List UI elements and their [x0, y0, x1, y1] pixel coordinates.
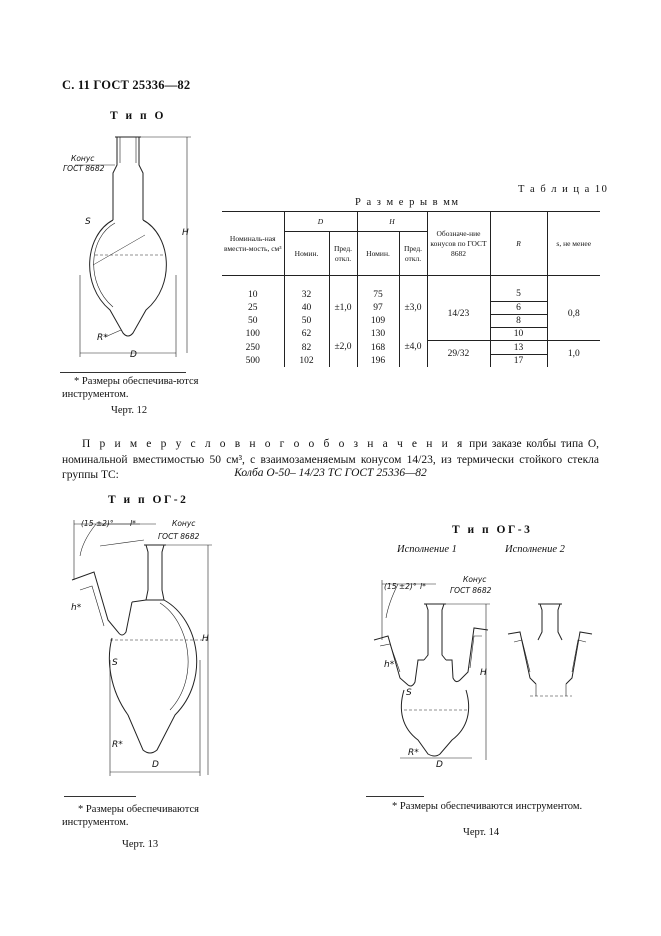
- fig13-label-l: l*: [130, 519, 136, 528]
- fig12-type-title: Т и п О: [110, 110, 166, 122]
- fig13-type-title: Т и п ОГ-2: [108, 494, 189, 506]
- fig14-label-R: R*: [408, 748, 419, 758]
- fig14-label-gost: ГОСТ 8682: [450, 586, 492, 595]
- fig14-footnote-rule: [366, 796, 424, 797]
- th-D-nom: Номин.: [284, 232, 329, 276]
- fig12-label-s: S: [85, 217, 91, 227]
- fig12-label-D: D: [130, 350, 137, 360]
- fig14-variant1: Исполнение 1: [397, 544, 457, 555]
- fig14-label-cone: Конус: [463, 575, 487, 584]
- th-cone: Обозначе-ние конусов по ГОСТ 8682: [427, 212, 490, 276]
- fig13-label-D: D: [152, 760, 159, 770]
- table-row: 10 32 ±1,0 75 ±3,0 14/23 5 0,8: [222, 288, 600, 301]
- th-s: s, не менее: [547, 212, 600, 276]
- table10-subtitle: Р а з м е р ы в мм: [355, 197, 460, 208]
- page-header: С. 11 ГОСТ 25336—82: [62, 78, 191, 92]
- fig14-caption: Черт. 14: [463, 827, 500, 838]
- th-D-dev: Пред. откл.: [329, 232, 357, 276]
- fig13-label-gost: ГОСТ 8682: [158, 532, 200, 541]
- table-row: 25 40 97 6: [222, 301, 600, 314]
- fig12-label-H: H: [182, 228, 189, 238]
- fig13-drawing: [60, 510, 230, 785]
- table-row: 250 82 168 29/32 13 1,0: [222, 341, 600, 354]
- example-designation: Колба О-50– 14/23 ТС ГОСТ 25336—82: [234, 467, 427, 479]
- fig13-label-cone: Конус: [172, 519, 196, 528]
- fig12-label-cone: Конус: [71, 154, 95, 163]
- table10: [222, 211, 600, 367]
- fig14-variant2: Исполнение 2: [505, 544, 565, 555]
- fig13-label-H: H: [202, 634, 209, 644]
- fig12-label-R: R*: [97, 333, 108, 343]
- table10-title: Т а б л и ц а 10: [518, 184, 609, 195]
- th-H: H: [357, 212, 427, 232]
- fig12-footnote: * Размеры обеспечива-ются инструментом.: [62, 376, 199, 400]
- fig14-label-angle: (15 ±2)°: [384, 582, 417, 591]
- fig13-footnote-rule: [64, 796, 136, 797]
- fig14-label-h: h*: [384, 660, 395, 670]
- th-R: R: [490, 212, 547, 276]
- fig14-label-l: l*: [420, 582, 426, 591]
- fig13-label-s: S: [112, 658, 118, 668]
- example-text: при заказе колбы типа О, номинальной вместимостью 50 см³, с взаимозаменяемым конусом 14/23, из термически стойкого стекла группы ТС:: [62, 438, 599, 481]
- example-lead: П р и м е р у с л о в н о г о о б о з н а ч е н и я: [82, 438, 465, 450]
- fig13-footnote: * Размеры обеспечиваются инструментом.: [62, 804, 199, 828]
- th-H-dev: Пред. откл.: [399, 232, 427, 276]
- fig14-label-H: H: [480, 668, 487, 678]
- th-D: D: [284, 212, 357, 232]
- fig14-type-title: Т и п ОГ-3: [452, 524, 533, 536]
- fig13-caption: Черт. 13: [122, 839, 159, 850]
- fig13-label-h: h*: [71, 603, 82, 613]
- th-capacity: Номиналь-ная вмести-мость, см³: [222, 212, 284, 276]
- table-row: 100 62 ±2,0 130 ±4,0 10: [222, 328, 600, 341]
- fig14-label-D: D: [436, 760, 443, 770]
- fig12-caption: Черт. 12: [111, 405, 148, 416]
- fig12-label-gost: ГОСТ 8682: [63, 164, 105, 173]
- fig13-label-angle: (15 ±2)°: [81, 519, 114, 528]
- th-H-nom: Номин.: [357, 232, 399, 276]
- fig14-label-s: S: [406, 688, 412, 698]
- fig13-label-R: R*: [112, 740, 123, 750]
- fig12-footnote-rule: [60, 372, 186, 373]
- table-row: 500 102 196 17: [222, 354, 600, 367]
- fig14-footnote: * Размеры обеспечиваются инструментом.: [392, 801, 583, 812]
- table-row: 50 50 109 8: [222, 314, 600, 327]
